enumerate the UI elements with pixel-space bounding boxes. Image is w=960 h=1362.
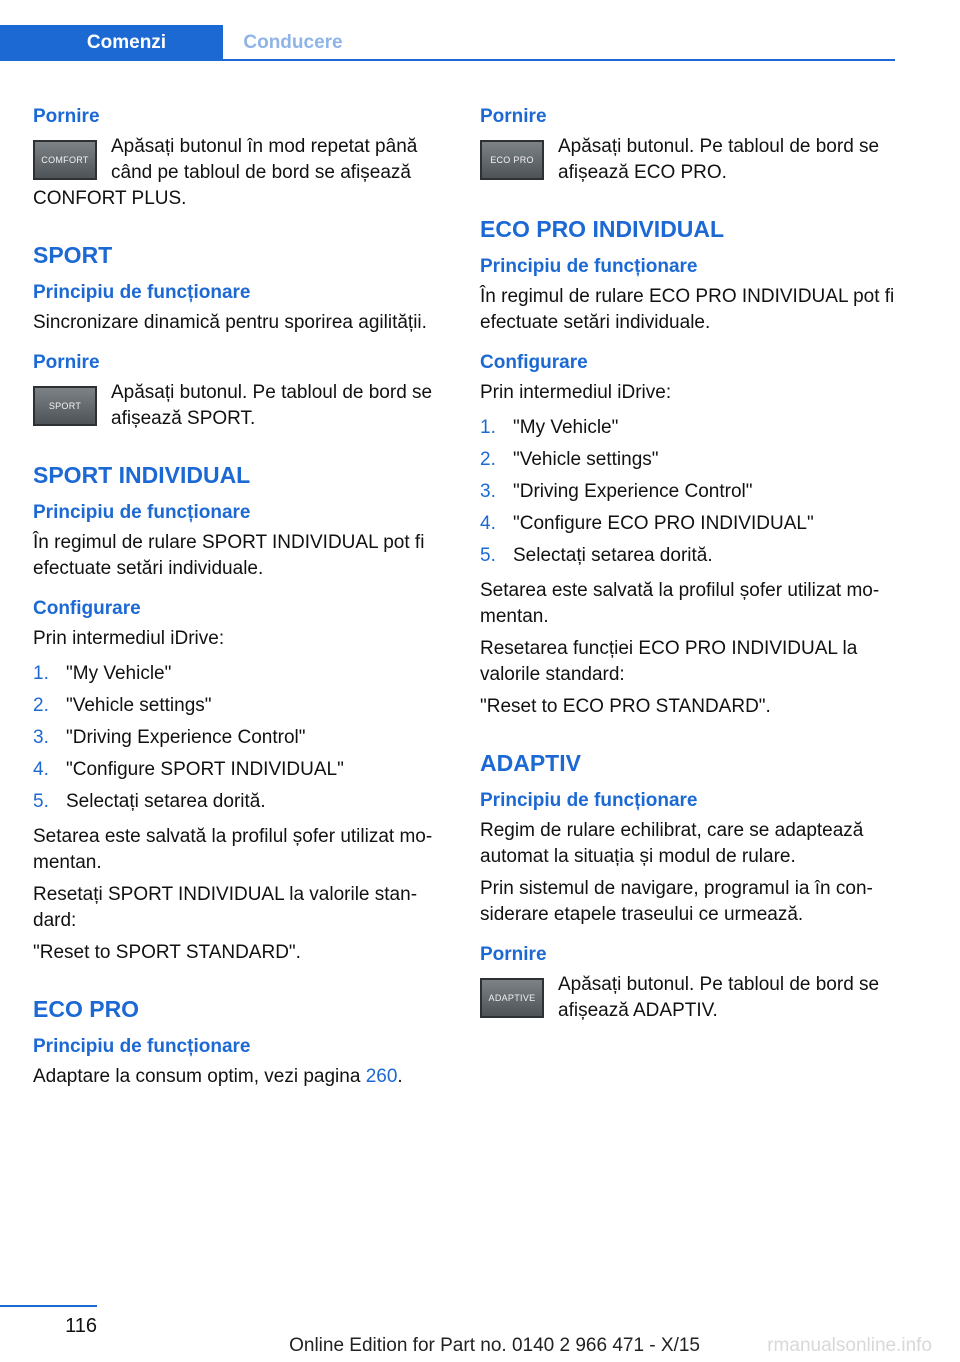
step-number: 4. <box>33 759 49 780</box>
eco-start-text: Apăsați butonul. Pe tabloul de bord se afișează ECO PRO. <box>558 136 880 183</box>
tab-rule <box>0 59 895 61</box>
step-text: "Vehicle settings" <box>513 449 659 470</box>
comfort-start-block <box>33 134 451 212</box>
sport-heading: SPORT <box>33 242 113 268</box>
page-260-link[interactable]: 260 <box>365 1066 398 1087</box>
list-item <box>480 412 898 444</box>
page-number: 116 <box>65 1315 97 1337</box>
eco-reset-item: "Reset to ECO PRO STANDARD". <box>480 696 771 717</box>
step-number: 2. <box>480 449 496 470</box>
list-item <box>480 476 898 508</box>
step-text: "Configure SPORT INDIVIDUAL" <box>66 759 344 780</box>
sport-config-steps <box>33 658 451 818</box>
list-item <box>480 540 898 572</box>
sport-start-block <box>33 380 451 432</box>
list-item <box>33 690 451 722</box>
sport-individual-principle-text: În regimul de rulare SPORT INDIVIDUAL pot fi efectuate setări individuale. <box>33 532 425 579</box>
step-number: 1. <box>480 417 496 438</box>
step-number: 5. <box>480 545 496 566</box>
eco-individual-principle-text: În regimul de rulare ECO PRO INDIVIDUAL pot fi efectuate setări individuale. <box>480 286 895 333</box>
list-item <box>33 658 451 690</box>
tab-conducere[interactable]: Conducere <box>243 32 343 53</box>
list-item <box>480 444 898 476</box>
adaptive-principle-text-1: Regim de rulare echilibrat, care se adaptează automat la situația și modul de rulare. <box>480 820 864 867</box>
comfort-start-text: Apăsați butonul în mod repetat până când pe tabloul de bord se afișează CONFORT PLUS. <box>33 136 418 209</box>
step-text: "My Vehicle" <box>513 417 619 438</box>
list-item <box>33 722 451 754</box>
eco-start-block <box>480 134 898 186</box>
eco-individual-principle-heading: Principiu de funcționare <box>480 256 698 277</box>
tab-comenzi[interactable]: Comenzi <box>0 25 223 61</box>
sport-config-intro: Prin intermediul iDrive: <box>33 628 225 649</box>
step-number: 2. <box>33 695 49 716</box>
sport-start-text: Apăsați butonul. Pe tabloul de bord se afișează SPORT. <box>111 382 433 429</box>
eco-pro-heading: ECO PRO <box>33 996 140 1022</box>
step-number: 3. <box>480 481 496 502</box>
step-text: "Driving Experience Control" <box>513 481 753 502</box>
watermark: rmanualsonline.info <box>767 1335 932 1356</box>
eco-config-steps <box>480 412 898 572</box>
step-number: 3. <box>33 727 49 748</box>
step-text: "Vehicle settings" <box>66 695 212 716</box>
adaptive-start-block <box>480 972 898 1024</box>
chapter-tabs <box>0 25 895 61</box>
eco-pro-principle-body: Adaptare la consum optim, vezi pagina <box>33 1066 361 1087</box>
eco-pro-period: . <box>397 1066 403 1087</box>
sport-reset-item: "Reset to SPORT STANDARD". <box>33 942 301 963</box>
eco-saved-text: Setarea este salvată la profilul șofer utilizat momentan. <box>480 580 880 627</box>
comfort-button-icon: COMFORT <box>33 140 97 180</box>
step-text: Selectați setarea dorită. <box>513 545 713 566</box>
sport-saved-text: Setarea este salvată la profilul șofer utilizat momentan. <box>33 826 433 873</box>
step-text: "Driving Experience Control" <box>66 727 306 748</box>
right-column <box>480 96 898 1030</box>
list-item <box>480 508 898 540</box>
sport-individual-heading: SPORT INDIVIDUAL <box>33 462 251 488</box>
eco-pro-principle-heading: Principiu de funcționare <box>33 1036 251 1057</box>
sport-button-icon: SPORT <box>33 386 97 426</box>
sport-principle-heading: Principiu de funcționare <box>33 282 251 303</box>
adaptive-principle-text-2: Prin sistemul de navigare, programul ia în considerare etapele traseului ce urmează. <box>480 878 873 925</box>
left-column <box>33 96 451 1096</box>
step-text: "My Vehicle" <box>66 663 172 684</box>
eco-config-heading: Configurare <box>480 352 588 373</box>
sport-principle-text: Sincronizare dinamică pentru sporirea agilității. <box>33 312 427 333</box>
sport-individual-principle-heading: Principiu de funcționare <box>33 502 251 523</box>
step-number: 5. <box>33 791 49 812</box>
page-number-rule <box>0 1305 97 1307</box>
eco-pro-individual-heading: ECO PRO INDIVIDUAL <box>480 216 725 242</box>
adaptive-start-heading: Pornire <box>480 944 547 965</box>
adaptive-start-text: Apăsați butonul. Pe tabloul de bord se afișează ADAPTIV. <box>558 974 880 1021</box>
eco-config-intro: Prin intermediul iDrive: <box>480 382 672 403</box>
sport-config-heading: Configurare <box>33 598 141 619</box>
step-number: 4. <box>480 513 496 534</box>
list-item <box>33 786 451 818</box>
edition-note: Online Edition for Part no. 0140 2 966 471 - X/15 <box>289 1335 700 1356</box>
eco-pro-principle-text <box>33 1064 451 1090</box>
step-text: "Configure ECO PRO INDIVIDUAL" <box>513 513 814 534</box>
step-text: Selectați setarea dorită. <box>66 791 266 812</box>
eco-start-heading: Pornire <box>480 106 547 127</box>
list-item <box>33 754 451 786</box>
adaptive-principle-heading: Principiu de funcționare <box>480 790 698 811</box>
sport-start-heading: Pornire <box>33 352 100 373</box>
eco-pro-button-icon: ECO PRO <box>480 140 544 180</box>
eco-reset-text: Resetarea funcției ECO PRO INDIVIDUAL la valorile standard: <box>480 638 858 685</box>
adaptive-heading: ADAPTIV <box>480 750 581 776</box>
comfort-start-heading: Pornire <box>33 106 100 127</box>
sport-reset-text: Resetați SPORT INDIVIDUAL la valorile standard: <box>33 884 418 931</box>
step-number: 1. <box>33 663 49 684</box>
adaptive-button-icon: ADAPTIVE <box>480 978 544 1018</box>
